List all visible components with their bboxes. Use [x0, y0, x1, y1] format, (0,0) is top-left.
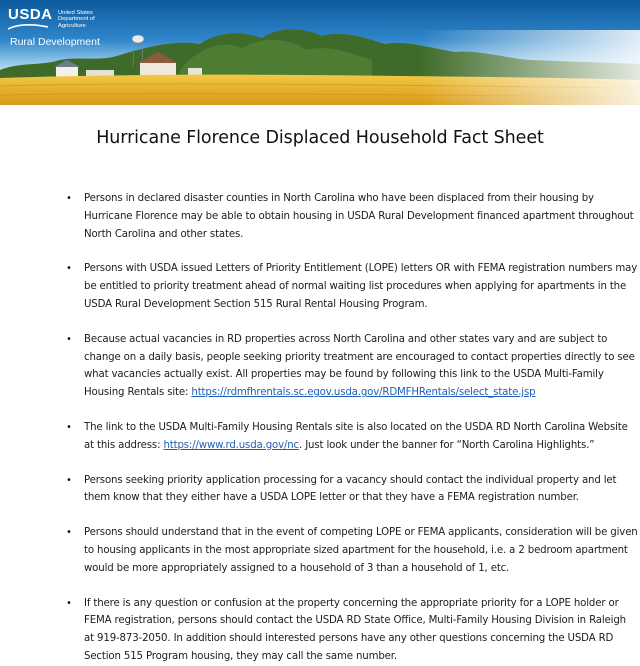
bullet-icon: • — [66, 527, 72, 539]
fact-item: • Persons should understand that in the event of competing LOPE or FEMA applicants, consideration will be given to housing applicants in the most appropriate sized apartment for the household, i.e. a 2 bedroom apartment would be more appropriately assigned to a household of 3 than a household of 1, etc. — [66, 524, 638, 577]
usda-swoosh-icon — [8, 23, 48, 31]
fact-item: • The link to the USDA Multi-Family Housing Rentals site is also located on the USDA RD North Carolina Website at this address: https://www.rd.usda.gov/nc. Just look under the banner for “North Carolina Highlights.” — [66, 419, 638, 455]
department-name: United States Department of Agriculture — [58, 10, 95, 29]
bullet-icon: • — [66, 263, 72, 275]
usda-wordmark: USDA — [8, 6, 53, 23]
rentals-site-link[interactable]: https://rdmfhrentals.sc.egov.usda.gov/RDMFHRentals/select_state.jsp — [191, 387, 536, 399]
bullet-icon: • — [66, 193, 72, 204]
fact-item: • Persons with USDA issued Letters of Priority Entitlement (LOPE) letters OR with FEMA registration numbers may be entitled to priority treatment ahead of normal waiting list procedures when applying for apartments in the USDA Rural Development Section 515 Rural Rental Housing Program. — [66, 260, 638, 313]
page-title: Hurricane Florence Displaced Household Fact Sheet — [96, 128, 544, 148]
usda-logo — [8, 6, 148, 38]
fact-item: • Because actual vacancies in RD properties across North Carolina and other states vary and are subject to change on a daily basis, people seeking priority treatment are encouraged to contact properties directly to see what vacancies actually exist. All properties may be found by following this link to the USDA Multi-Family Housing Rentals site: https://rdmfhrentals.sc.egov.usda.gov/RDMFHRentals/select_state.jsp — [66, 331, 638, 402]
fact-item: • If there is any question or confusion at the property concerning the appropriate priority for a LOPE holder or FEMA registration, persons should contact the USDA RD State Office, Multi-Family Housing Division in Raleigh at 919-873-2050. In addition should interested persons have any other questions concerning the USDA RD Section 515 Program housing, they may call the same number. — [66, 595, 638, 666]
bullet-icon: • — [66, 597, 72, 609]
fact-list — [66, 190, 638, 666]
fact-item: • Persons in declared disaster counties in North Carolina who have been displaced from their housing by Hurricane Florence may be able to obtain housing in USDA Rural Development financed apartment throughout North Carolina and other states. — [66, 190, 638, 243]
bullet-icon: • — [66, 421, 72, 433]
fact-item: • Persons seeking priority application processing for a vacancy should contact the individual property and let them know that they either have a USDA LOPE letter or that they have a FEMA registration number. — [66, 472, 638, 508]
nc-website-link[interactable]: https://www.rd.usda.gov/nc — [163, 439, 300, 451]
header-banner — [0, 0, 640, 105]
bullet-icon: • — [66, 474, 72, 486]
agency-name: Rural Development — [10, 36, 100, 48]
bullet-icon: • — [66, 333, 72, 345]
